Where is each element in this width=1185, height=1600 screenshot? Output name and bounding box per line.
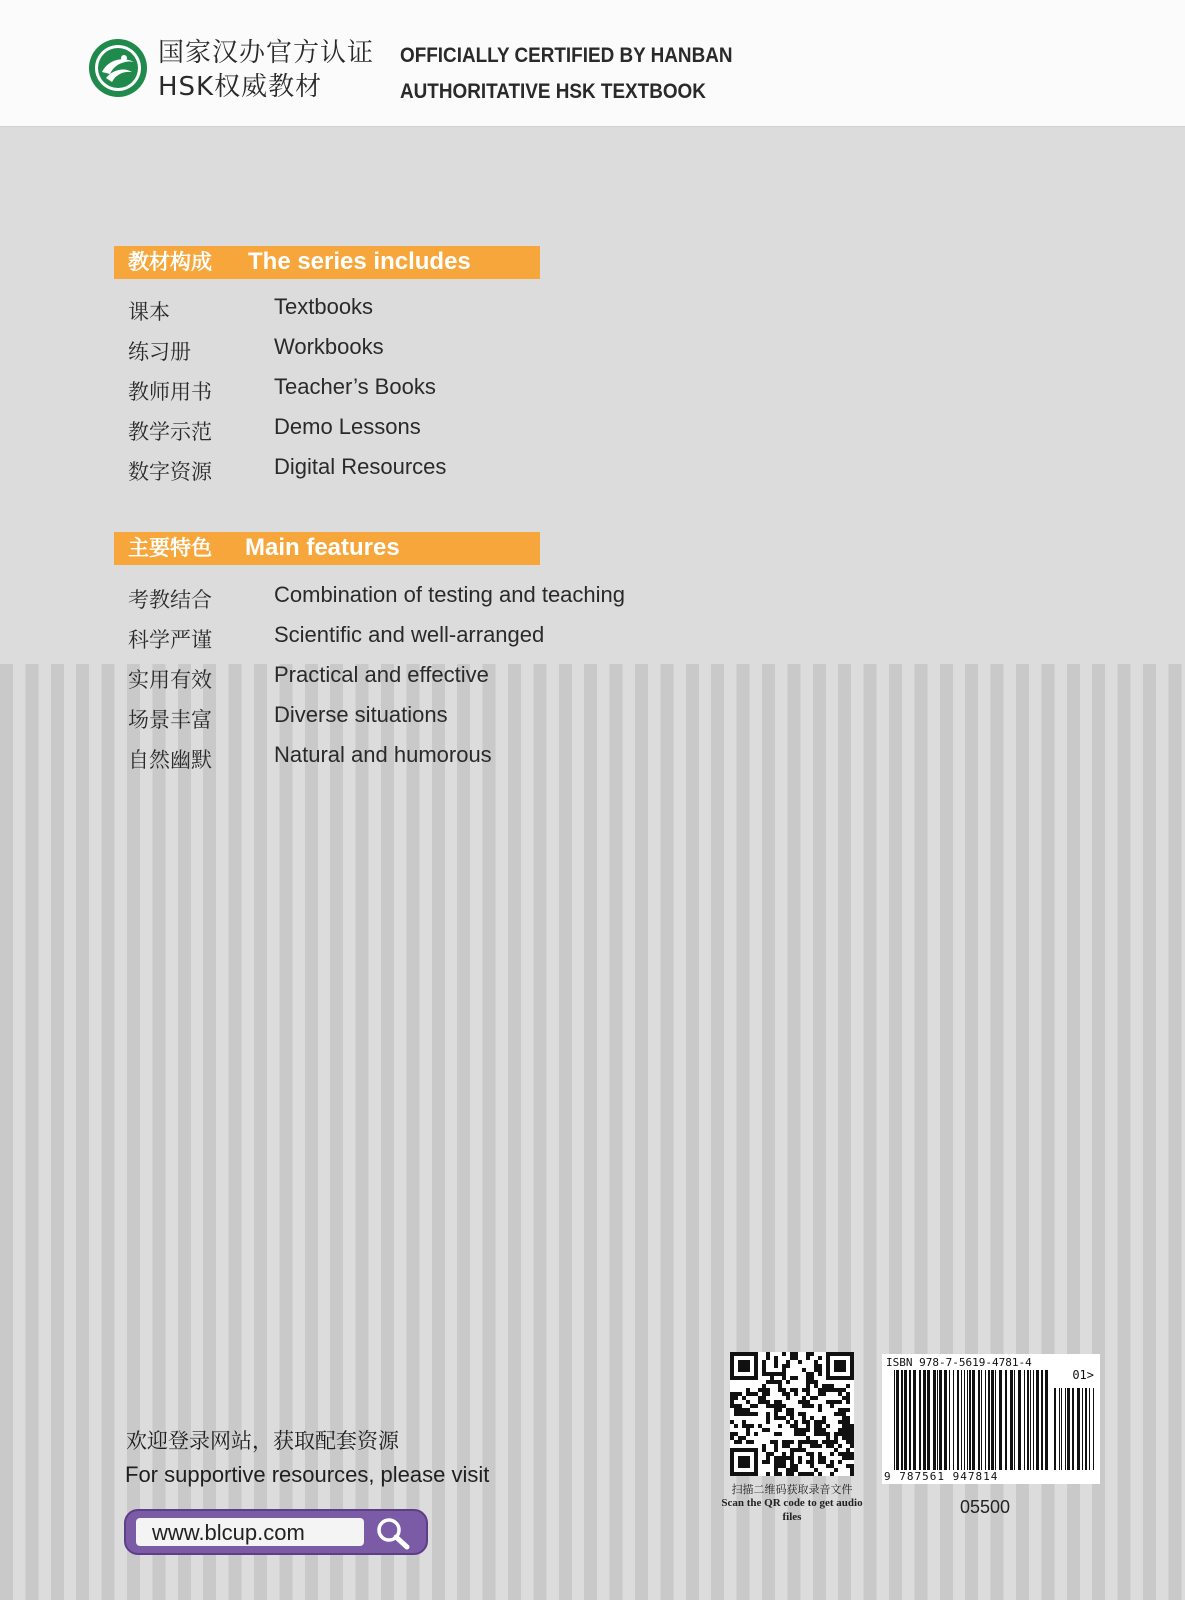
qr-caption-zh: 扫描二维码获取录音文件 [731, 1483, 853, 1496]
list-item [128, 660, 748, 700]
feature-item-en: Diverse situations [274, 702, 448, 727]
series-title-zh: 教材构成 [128, 250, 212, 274]
barcode-bars [894, 1370, 1048, 1470]
feature-item-zh: 场景丰富 [128, 708, 212, 732]
series-item-en: Demo Lessons [274, 414, 421, 439]
list-item [128, 292, 748, 332]
certification-en-line2: AUTHORITATIVE HSK TEXTBOOK [400, 80, 706, 103]
feature-item-en: Practical and effective [274, 662, 489, 687]
series-item-zh: 数字资源 [128, 460, 212, 484]
series-item-en: Digital Resources [274, 454, 447, 479]
search-icon[interactable] [374, 1515, 412, 1551]
qr-caption-en: Scan the QR code to get audio files [721, 1497, 863, 1523]
series-item-zh: 教师用书 [128, 380, 212, 404]
series-item-en: Teacher’s Books [274, 374, 436, 399]
list-item [128, 740, 748, 780]
isbn-text: ISBN 978-7-5619-4781-4 [886, 1356, 1032, 1369]
series-banner [114, 246, 540, 279]
list-item [128, 452, 748, 492]
hanban-logo-icon [88, 38, 148, 98]
feature-item-en: Scientific and well-arranged [274, 622, 545, 647]
series-item-en: Textbooks [274, 294, 374, 319]
series-item-zh: 练习册 [128, 340, 191, 364]
features-title-zh: 主要特色 [128, 536, 212, 560]
barcode-addon-text: 01> [1072, 1368, 1094, 1382]
feature-item-zh: 考教结合 [128, 588, 212, 612]
list-item [128, 620, 748, 660]
qr-code [730, 1352, 854, 1476]
certification-zh-line2: HSK权威教材 [158, 72, 323, 102]
features-title-en: Main features [245, 534, 400, 561]
list-item [128, 332, 748, 372]
series-item-zh: 教学示范 [128, 420, 212, 444]
certification-en [400, 38, 733, 110]
feature-item-zh: 自然幽默 [128, 748, 212, 772]
series-item-en: Workbooks [274, 334, 384, 359]
list-item [128, 580, 748, 620]
certification-en-line1: OFFICIALLY CERTIFIED BY HANBAN [400, 44, 733, 67]
cover-header [0, 0, 1185, 127]
visit-text-zh: 欢迎登录网站，获取配套资源 [126, 1429, 399, 1453]
barcode-addon-bars [1054, 1388, 1094, 1470]
list-item [128, 412, 748, 452]
isbn-barcode [882, 1354, 1100, 1484]
series-list [128, 292, 748, 492]
ean-digits: 9 787561 947814 [884, 1470, 999, 1483]
url-field[interactable] [136, 1518, 364, 1546]
website-search-bar[interactable] [124, 1509, 428, 1555]
feature-item-zh: 实用有效 [128, 668, 212, 692]
features-list [128, 580, 748, 780]
list-item [128, 700, 748, 740]
list-item [128, 372, 748, 412]
series-item-zh: 课本 [128, 300, 170, 324]
certification-zh [158, 36, 374, 104]
visit-text-en: For supportive resources, please visit [125, 1462, 490, 1487]
url-text: www.blcup.com [152, 1520, 305, 1545]
price-code: 05500 [960, 1497, 1011, 1517]
certification-zh-line1: 国家汉办官方认证 [158, 38, 375, 68]
feature-item-zh: 科学严谨 [128, 628, 212, 652]
feature-item-en: Natural and humorous [274, 742, 492, 767]
feature-item-en: Combination of testing and teaching [274, 582, 626, 607]
features-banner [114, 532, 540, 565]
series-title-en: The series includes [248, 248, 471, 275]
